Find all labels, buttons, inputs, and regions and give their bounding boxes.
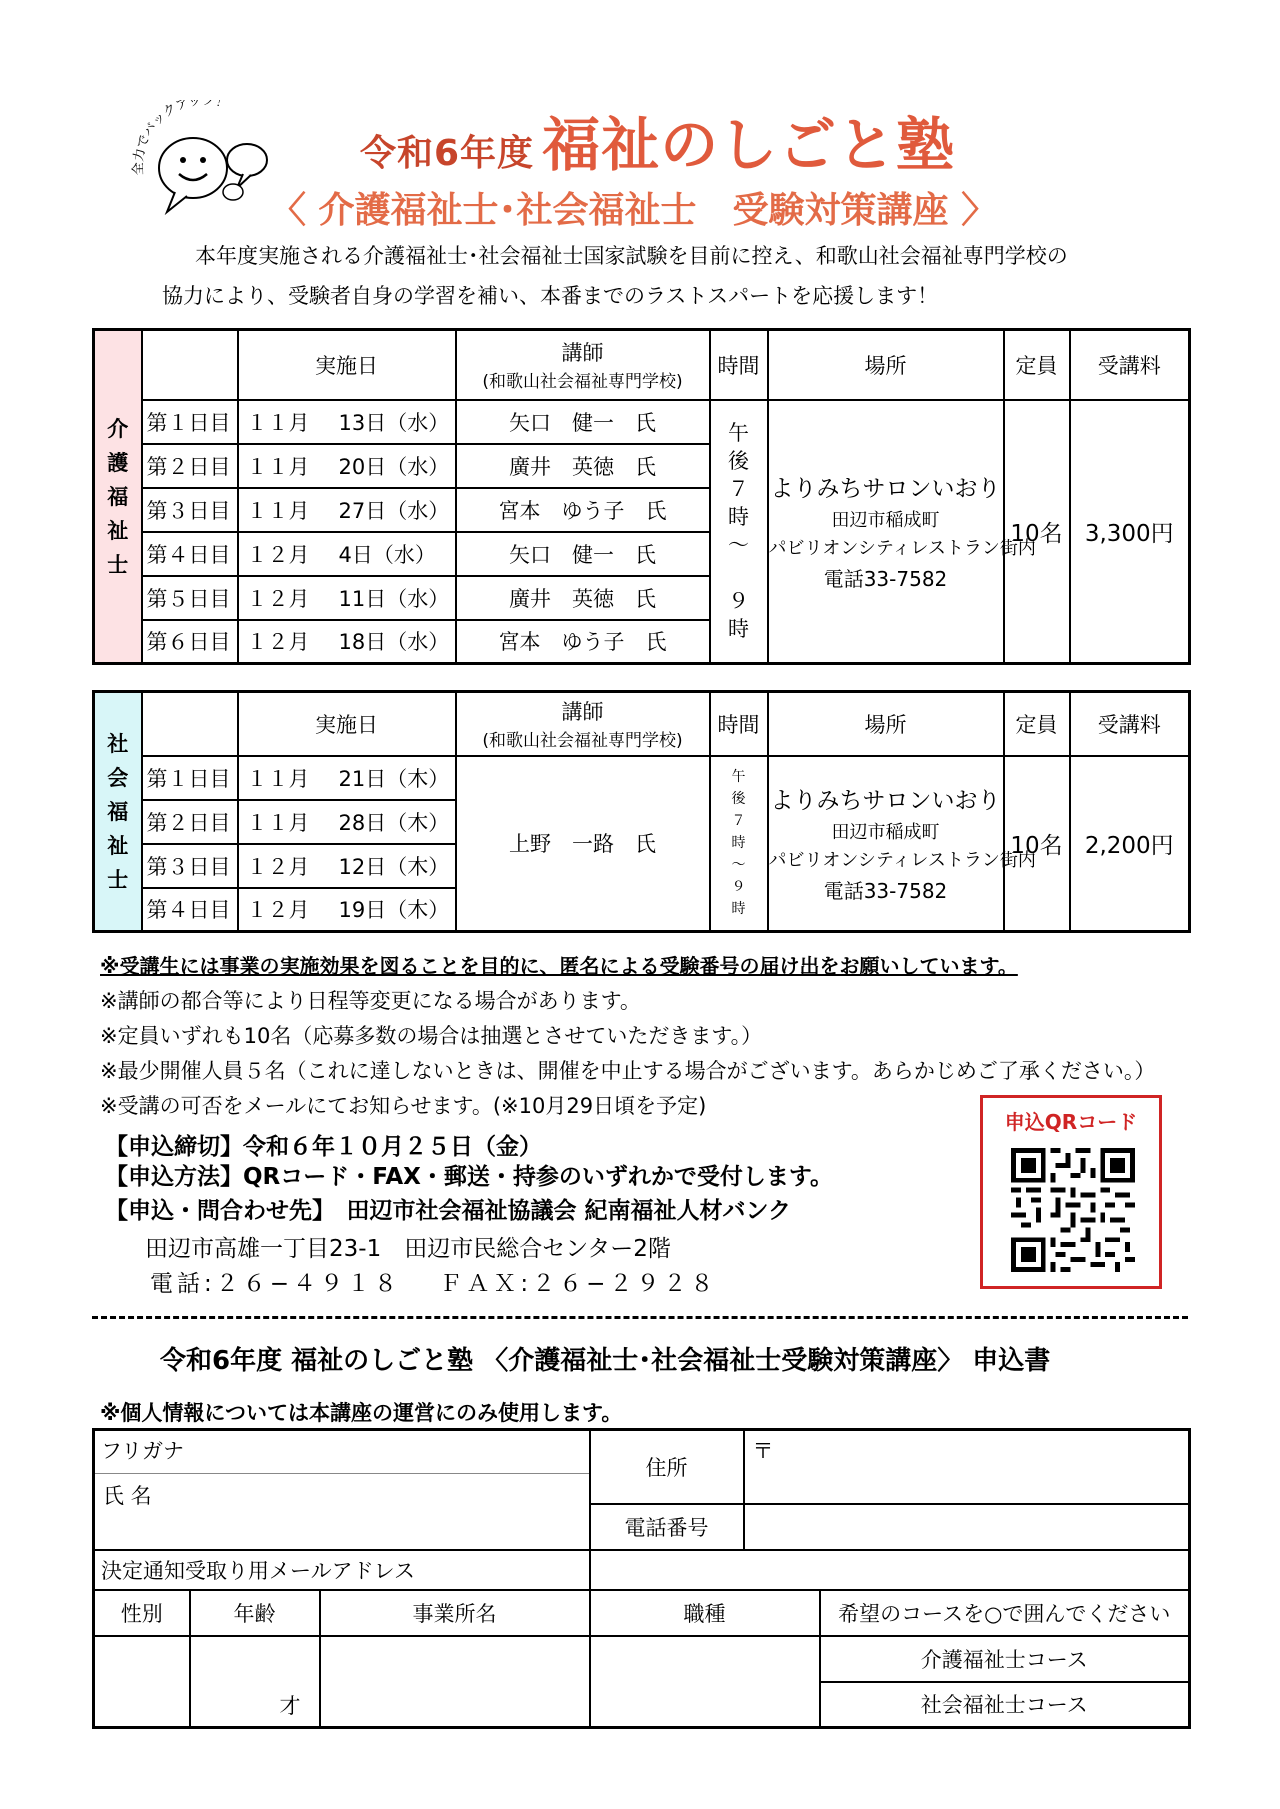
care-day-date-1: 13日（水）: [338, 410, 450, 435]
note-bold: ※受講生には事業の実施効果を図ることを目的に、匿名による受験番号の届け出をお願いしています。: [100, 954, 1018, 978]
social-course-table: [92, 690, 1191, 933]
care-day-3: 第３日目: [142, 488, 238, 532]
gender-field[interactable]: [94, 1636, 190, 1728]
care-day-date-2: 20日（水）: [338, 454, 450, 479]
application-form-table: [92, 1428, 1191, 1729]
smiley-speech-icon: [125, 100, 275, 220]
course-option-care[interactable]: 介護福祉士コース: [820, 1636, 1190, 1682]
note-1: ※講師の都合等により日程等変更になる場合があります。: [100, 989, 641, 1013]
qr-code-box: [980, 1095, 1162, 1289]
title-year: 令和6年度: [360, 133, 535, 174]
social-date-4: [238, 888, 456, 932]
social-day-4: 第４日目: [142, 888, 238, 932]
social-month-1: １１月: [246, 766, 310, 791]
main-title: [360, 98, 955, 182]
social-day-2: 第２日目: [142, 800, 238, 844]
care-day-6: 第６日目: [142, 620, 238, 664]
age-label: 年齢: [190, 1590, 320, 1636]
header-fee-2: 受講料: [1070, 692, 1190, 756]
social-date-3: [238, 844, 456, 888]
care-month-2: １１月: [246, 454, 310, 479]
header-lecturer-sub: (和歌山社会福祉専門学校): [482, 372, 683, 393]
header-place-2: 場所: [768, 692, 1004, 756]
cut-line-divider: [92, 1316, 1188, 1319]
social-day-1: 第１日目: [142, 756, 238, 800]
care-month-6: １２月: [246, 630, 310, 655]
header-fee: 受講料: [1070, 330, 1190, 400]
social-fee: 2,200円: [1070, 756, 1190, 932]
intro-line-2: 協力により、受験者自身の学習を補い、本番までのラストスパートを応援します！: [162, 284, 939, 308]
care-lecturer-6: 宮本 ゆう子 氏: [456, 620, 710, 664]
qr-title: 申込QRコード: [1004, 1110, 1138, 1134]
care-place: [768, 400, 1036, 664]
address-field[interactable]: 〒: [744, 1430, 1190, 1504]
header-date-2: 実施日: [238, 692, 456, 756]
phone-field[interactable]: [744, 1504, 1190, 1550]
social-month-2: １１月: [246, 810, 310, 835]
care-day-1: 第１日目: [142, 400, 238, 444]
header-lecturer: [456, 330, 710, 400]
social-day-3: 第３日目: [142, 844, 238, 888]
note-2: ※定員いずれも10名（応募多数の場合は抽選とさせていただきます。）: [100, 1024, 763, 1048]
contact-address: 田辺市高雄一丁目23-1 田辺市民総合センター2階: [145, 1236, 671, 1262]
care-day-date-4: 4日（水）: [338, 542, 436, 567]
course-choice-label: 希望のコースを○で囲んでください: [820, 1590, 1190, 1636]
age-field[interactable]: 才: [190, 1636, 320, 1728]
header-blank-2: [142, 692, 238, 756]
care-day-date-6: 18日（水）: [338, 630, 450, 655]
care-day-5: 第５日目: [142, 576, 238, 620]
care-date-3: [238, 488, 456, 532]
care-lecturer-5: 廣井 英徳 氏: [456, 576, 710, 620]
intro-line-1: 本年度実施される介護福祉士･社会福祉士国家試験を目前に控え、和歌山社会福祉専門学校の: [195, 244, 1068, 268]
social-place-phone: 電話33-7582: [823, 879, 948, 904]
occupation-label: 職種: [590, 1590, 820, 1636]
social-course-label: 社 会 福 祉 士: [94, 692, 142, 932]
furigana-field[interactable]: フリガナ: [94, 1430, 590, 1474]
care-course-label: 介 護 福 祉 士: [94, 330, 142, 664]
header-lecturer-label: 講師: [561, 341, 604, 366]
social-place-area: 田辺市稲成町: [831, 822, 940, 844]
social-place-name: よりみちサロンいおり: [770, 788, 1001, 815]
header-lecturer-label-2: 講師: [561, 700, 604, 725]
care-month-5: １２月: [246, 586, 310, 611]
care-month-1: １１月: [246, 410, 310, 435]
care-month-3: １１月: [246, 498, 310, 523]
social-month-3: １２月: [246, 854, 310, 879]
header-time: 時間: [710, 330, 768, 400]
care-place-detail: パビリオンシティレストラン街内: [768, 538, 1036, 560]
care-lecturer-1: 矢口 健一 氏: [456, 400, 710, 444]
header-capacity: 定員: [1004, 330, 1070, 400]
social-capacity: 10名: [1004, 756, 1070, 932]
care-capacity: 10名: [1004, 400, 1070, 664]
care-date-6: [238, 620, 456, 664]
social-place-detail: パビリオンシティレストラン街内: [768, 850, 1036, 872]
social-day-date-3: 12日（木）: [338, 854, 450, 879]
note-4: ※受講の可否をメールにてお知らせます。(※10月29日頃を予定): [100, 1094, 707, 1118]
social-month-4: １２月: [246, 898, 310, 923]
care-date-4: [238, 532, 456, 576]
care-date-5: [238, 576, 456, 620]
care-place-name: よりみちサロンいおり: [770, 476, 1001, 503]
care-date-1: [238, 400, 456, 444]
social-place: [768, 756, 1036, 932]
care-date-2: [238, 444, 456, 488]
subtitle: 〈 介護福祉士･社会福祉士 受験対策講座 〉: [270, 190, 998, 231]
contact-phone-fax: 電話:２６−４９１８ ＦＡＸ:２６−２９２８: [150, 1271, 718, 1297]
care-course-table: [92, 328, 1191, 665]
header-lecturer-2: [456, 692, 710, 756]
care-place-phone: 電話33-7582: [823, 567, 948, 592]
social-date-1: [238, 756, 456, 800]
social-lecturer: 上野 一路 氏: [456, 756, 710, 932]
workplace-label: 事業所名: [320, 1590, 590, 1636]
application-contact: 【申込・問合わせ先】 田辺市社会福祉協議会 紀南福祉人材バンク: [105, 1198, 792, 1224]
note-3: ※最少開催人員５名（これに達しないときは、開催を中止する場合がございます。あらかじめご了承ください。）: [100, 1059, 1156, 1083]
care-day-2: 第２日目: [142, 444, 238, 488]
care-day-4: 第４日目: [142, 532, 238, 576]
care-lecturer-2: 廣井 英徳 氏: [456, 444, 710, 488]
care-day-date-3: 27日（水）: [338, 498, 450, 523]
header-blank: [142, 330, 238, 400]
application-deadline: 【申込締切】令和６年１０月２５日（金）: [105, 1134, 542, 1160]
name-field[interactable]: 氏 名: [94, 1474, 590, 1550]
email-label: 決定通知受取り用メールアドレス: [94, 1550, 590, 1590]
gender-label: 性別: [94, 1590, 190, 1636]
header-place: 場所: [768, 330, 1004, 400]
care-place-area: 田辺市稲成町: [831, 510, 940, 532]
header-time-2: 時間: [710, 692, 768, 756]
care-month-4: １２月: [246, 542, 310, 567]
mascot-illustration: [125, 100, 275, 220]
social-day-date-2: 28日（木）: [338, 810, 450, 835]
header-capacity-2: 定員: [1004, 692, 1070, 756]
social-date-2: [238, 800, 456, 844]
course-option-social[interactable]: 社会福祉士コース: [820, 1682, 1190, 1728]
mascot-text: 全力でバックアップ！: [131, 100, 231, 176]
social-day-date-1: 21日（木）: [338, 766, 450, 791]
care-fee: 3,300円: [1070, 400, 1190, 664]
social-time: 午 後 ７ 時 〜 ９ 時: [710, 756, 768, 932]
care-lecturer-4: 矢口 健一 氏: [456, 532, 710, 576]
occupation-field[interactable]: [590, 1636, 820, 1728]
care-time: 午 後 ７ 時 〜 ９ 時: [710, 400, 768, 664]
header-date: 実施日: [238, 330, 456, 400]
care-day-date-5: 11日（水）: [338, 586, 450, 611]
social-day-date-4: 19日（木）: [338, 898, 450, 923]
qr-code-icon[interactable]: [1011, 1148, 1135, 1272]
care-lecturer-3: 宮本 ゆう子 氏: [456, 488, 710, 532]
phone-label: 電話番号: [590, 1504, 744, 1550]
privacy-note: ※個人情報については本講座の運営にのみ使用します。: [100, 1401, 623, 1425]
email-field[interactable]: [590, 1550, 1190, 1590]
workplace-field[interactable]: [320, 1636, 590, 1728]
address-label: 住所: [590, 1430, 744, 1504]
header-lecturer-sub-2: (和歌山社会福祉専門学校): [482, 731, 683, 752]
application-method: 【申込方法】QRコード・FAX・郵送・持参のいずれかで受付します。: [105, 1164, 834, 1190]
title-main: 福祉のしごと塾: [542, 111, 956, 179]
form-title: 令和6年度 福祉のしごと塾 〈介護福祉士･社会福祉士受験対策講座〉 申込書: [160, 1346, 1051, 1376]
